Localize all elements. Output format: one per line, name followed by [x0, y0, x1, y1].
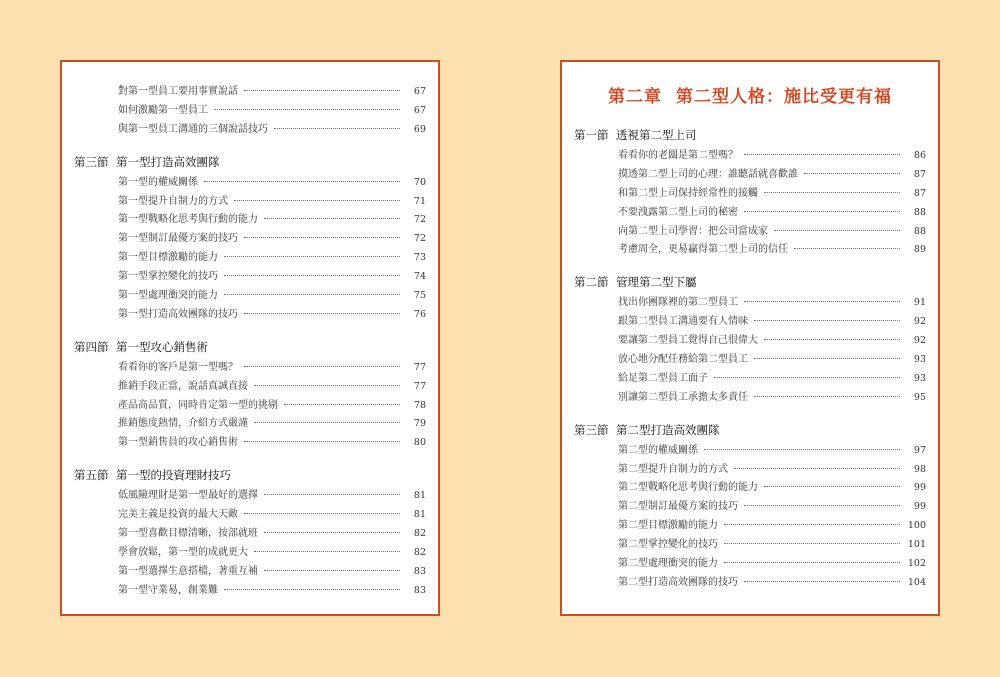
- dot-leader: [744, 154, 900, 155]
- dot-leader: [224, 294, 400, 295]
- section-heading: [74, 464, 426, 486]
- toc-entry-title: 產品高品質，同時肯定第一型的挑剔: [118, 399, 278, 411]
- dot-leader: [764, 486, 900, 487]
- toc-entry-page: 67: [413, 86, 426, 97]
- toc-entry-page: 101: [907, 539, 926, 551]
- toc-entry-title: 第一型提升自制力的方式: [118, 195, 228, 207]
- section-number: 第一節: [574, 128, 609, 142]
- toc-entry-title: 第一型守業易，創業難: [118, 584, 218, 596]
- toc-section: [74, 464, 426, 599]
- toc-entry-page: 80: [413, 437, 426, 449]
- toc-entry-title: 第一型戰略化思考與行動的能力: [118, 214, 258, 226]
- toc-entry-page: 100: [907, 520, 926, 532]
- toc-entry: [574, 293, 926, 312]
- toc-entry-title: 和第二型上司保持經常性的接觸: [618, 187, 758, 199]
- section-heading: [574, 271, 926, 293]
- toc-entry: [74, 82, 426, 101]
- toc-entry: [74, 543, 426, 562]
- section-number: 第五節: [74, 468, 109, 483]
- toc-entry-title: 放心地分配任務給第二型員工: [618, 354, 748, 366]
- dot-leader: [244, 513, 400, 514]
- toc-entry-title: 推銷態度熱情，介紹方式嚴謹: [118, 418, 248, 430]
- dot-leader: [254, 551, 400, 552]
- toc-left-content: [74, 82, 426, 612]
- toc-page-right: [560, 60, 940, 616]
- dot-leader: [264, 532, 400, 533]
- toc-entry-page: 86: [913, 150, 926, 161]
- dot-leader: [744, 581, 900, 582]
- toc-entry-page: 74: [413, 271, 426, 283]
- toc-entry: [574, 388, 926, 407]
- toc-entry: [74, 229, 426, 248]
- toc-entry-page: 87: [913, 187, 926, 199]
- dot-leader: [244, 441, 400, 442]
- toc-entry-page: 67: [413, 104, 426, 116]
- dot-leader: [244, 366, 400, 367]
- dot-leader: [284, 404, 400, 405]
- toc-entry: [574, 441, 926, 460]
- toc-entry-title: 給足第二型員工面子: [618, 372, 708, 384]
- toc-section: [574, 271, 926, 406]
- toc-entry-title: 第二型目標激勵的能力: [618, 520, 718, 532]
- toc-entry-title: 與第一型員工溝通的三個說話技巧: [118, 123, 268, 135]
- dot-leader: [754, 358, 900, 359]
- toc-entry-page: 92: [913, 335, 926, 347]
- toc-entry-title: 第一型銷售員的攻心銷售術: [118, 437, 238, 449]
- toc-entry: [574, 184, 926, 203]
- dot-leader: [794, 248, 900, 249]
- continued-entries: [74, 82, 426, 139]
- toc-entry-page: 102: [907, 558, 926, 570]
- toc-entry-page: 71: [413, 195, 426, 207]
- toc-entry: [74, 524, 426, 543]
- dot-leader: [764, 339, 900, 340]
- toc-entry-page: 98: [913, 463, 926, 475]
- toc-entry-page: 87: [913, 168, 926, 180]
- toc-entry-title: 如何激勵第一型員工: [118, 104, 208, 116]
- dot-leader: [714, 377, 900, 378]
- toc-section: [574, 419, 926, 592]
- section-title: 第一型打造高效團隊: [116, 154, 220, 169]
- toc-entry: [74, 101, 426, 120]
- toc-entry-title: 第二型掌控變化的技巧: [618, 539, 718, 551]
- toc-entry-page: 99: [913, 501, 926, 513]
- chapter-number: 第二章: [608, 87, 662, 107]
- section-title: 管理第二型下屬: [616, 275, 697, 290]
- dot-leader: [214, 109, 400, 110]
- toc-entry-page: 76: [413, 308, 426, 320]
- dot-leader: [804, 173, 900, 174]
- toc-entry: [74, 581, 426, 600]
- dot-leader: [724, 543, 900, 544]
- toc-entry-page: 83: [413, 565, 426, 577]
- toc-entry-title: 第二型的權威關係: [618, 444, 698, 456]
- dot-leader: [244, 237, 400, 238]
- dot-leader: [274, 128, 400, 129]
- toc-entry-page: 77: [413, 380, 426, 392]
- section-title: 第二型打造高效團隊: [616, 422, 720, 437]
- toc-entry-title: 第一型喜歡目標清晰，按部就班: [118, 528, 258, 540]
- dot-leader: [224, 589, 400, 590]
- toc-entry: [74, 377, 426, 396]
- toc-entry-page: 95: [913, 391, 926, 403]
- toc-entry-title: 第一型的權威關係: [118, 176, 198, 188]
- toc-entry: [574, 350, 926, 369]
- dot-leader: [724, 524, 900, 525]
- dot-leader: [224, 275, 400, 276]
- toc-entry: [74, 192, 426, 211]
- dot-leader: [704, 449, 900, 450]
- dot-leader: [234, 200, 400, 201]
- dot-leader: [744, 301, 900, 302]
- toc-entry: [574, 554, 926, 573]
- toc-entry-page: 93: [913, 372, 926, 384]
- toc-entry: [74, 505, 426, 524]
- toc-entry: [574, 165, 926, 184]
- section-number: 第四節: [74, 339, 109, 354]
- toc-entry-page: 70: [413, 176, 426, 188]
- toc-entry-page: 72: [413, 214, 426, 226]
- toc-entry: [574, 203, 926, 222]
- toc-entry-page: 72: [413, 233, 426, 245]
- toc-entry: [574, 535, 926, 554]
- toc-entry-title: 完美主義是投資的最大天敵: [118, 509, 238, 521]
- section-title: 第一型的投資理財技巧: [116, 468, 231, 483]
- toc-entry: [74, 486, 426, 505]
- toc-entry-page: 89: [913, 244, 926, 256]
- toc-entry: [574, 369, 926, 388]
- toc-right-content: [574, 84, 926, 604]
- toc-page-left: [60, 60, 440, 616]
- toc-entry: [574, 146, 926, 165]
- section-heading: [574, 419, 926, 441]
- toc-entry: [574, 240, 926, 259]
- dot-leader: [764, 192, 900, 193]
- toc-entry-title: 摸透第二型上司的心理：誰聽話就喜歡誰: [618, 168, 798, 180]
- dot-leader: [744, 505, 900, 506]
- toc-entry-page: 77: [413, 361, 426, 373]
- section-number: 第三節: [74, 154, 109, 169]
- toc-entry-title: 第二型提升自制力的方式: [618, 463, 728, 475]
- dot-leader: [254, 385, 400, 386]
- dot-leader: [264, 494, 400, 495]
- toc-entry: [74, 210, 426, 229]
- dot-leader: [254, 422, 400, 423]
- dot-leader: [754, 320, 900, 321]
- toc-entry-page: 82: [413, 546, 426, 558]
- toc-entry-title: 不要洩露第二型上司的秘密: [618, 206, 738, 218]
- toc-entry-title: 考慮周全，更易贏得第二型上司的信任: [618, 244, 788, 256]
- chapter-name: 第二型人格：施比受更有福: [676, 87, 892, 107]
- toc-entry-page: 104: [907, 576, 926, 588]
- toc-entry-title: 看看你的客戶是第一型嗎？: [118, 361, 238, 373]
- toc-entry-title: 推銷手段正當，說話真誠直接: [118, 380, 248, 392]
- toc-entry-title: 第一型打造高效團隊的技巧: [118, 308, 238, 320]
- toc-entry-title: 學會放鬆，第一型的成就更大: [118, 546, 248, 558]
- toc-entry-title: 對第一型員工要用事實說話: [118, 86, 238, 97]
- toc-entry: [574, 516, 926, 535]
- toc-entry-title: 第一型掌控變化的技巧: [118, 271, 218, 283]
- toc-entry: [74, 286, 426, 305]
- toc-entry-title: 低風險理財是第一型最好的選擇: [118, 490, 258, 502]
- toc-entry-page: 92: [913, 316, 926, 328]
- toc-entry-title: 第一型處理衝突的能力: [118, 290, 218, 302]
- dot-leader: [244, 313, 400, 314]
- dot-leader: [264, 218, 400, 219]
- toc-entry-title: 向第二型上司學習：把公司當成家: [618, 225, 768, 237]
- toc-entry: [574, 312, 926, 331]
- dot-leader: [204, 181, 400, 182]
- toc-entry-page: 88: [913, 206, 926, 218]
- toc-entry-title: 別讓第二型員工承擔太多責任: [618, 391, 748, 403]
- toc-entry-title: 第二型打造高效團隊的技巧: [618, 576, 738, 588]
- toc-entry-title: 第二型戰略化思考與行動的能力: [618, 482, 758, 494]
- toc-entry: [574, 331, 926, 350]
- toc-entry-page: 93: [913, 354, 926, 366]
- toc-entry: [74, 562, 426, 581]
- dot-leader: [724, 562, 900, 563]
- toc-entry: [74, 396, 426, 415]
- toc-entry: [574, 478, 926, 497]
- dot-leader: [264, 570, 400, 571]
- toc-entry-title: 找出你團隊裡的第二型員工: [618, 297, 738, 309]
- toc-entry-page: 99: [913, 482, 926, 494]
- toc-section: [74, 336, 426, 452]
- toc-entry-page: 75: [413, 290, 426, 302]
- toc-entry: [74, 414, 426, 433]
- toc-entry: [74, 358, 426, 377]
- toc-entry-title: 跟第二型員工溝通要有人情味: [618, 316, 748, 328]
- toc-entry-title: 第二型處理衝突的能力: [618, 558, 718, 570]
- toc-entry-title: 第二型制訂最優方案的技巧: [618, 501, 738, 513]
- toc-entry-page: 73: [413, 252, 426, 264]
- toc-entry-page: 79: [413, 418, 426, 430]
- dot-leader: [734, 468, 900, 469]
- toc-entry-page: 83: [413, 584, 426, 596]
- toc-entry-page: 91: [913, 297, 926, 309]
- chapter-title: [574, 84, 926, 110]
- dot-leader: [754, 396, 900, 397]
- toc-entry-title: 看看你的老闆是第二型嗎？: [618, 150, 738, 161]
- section-number: 第二節: [574, 275, 609, 290]
- section-title: 第一型攻心銷售術: [116, 339, 208, 354]
- dot-leader: [774, 230, 900, 231]
- toc-entry: [74, 267, 426, 286]
- toc-entry: [74, 305, 426, 324]
- toc-entry-page: 78: [413, 399, 426, 411]
- toc-entry-page: 97: [913, 444, 926, 456]
- toc-entry: [74, 120, 426, 139]
- dot-leader: [744, 211, 900, 212]
- toc-entry: [574, 222, 926, 241]
- toc-entry: [574, 497, 926, 516]
- toc-entry-page: 81: [413, 490, 426, 502]
- toc-entry-title: 第一型選擇生意搭檔，著重互補: [118, 565, 258, 577]
- toc-entry: [74, 173, 426, 192]
- section-heading: [574, 124, 926, 146]
- toc-entry-page: 82: [413, 528, 426, 540]
- toc-entry: [574, 460, 926, 479]
- dot-leader: [244, 90, 400, 91]
- toc-entry-page: 69: [413, 123, 426, 135]
- toc-entry: [74, 433, 426, 452]
- toc-entry-page: 81: [413, 509, 426, 521]
- section-heading: [74, 336, 426, 358]
- toc-entry-page: 88: [913, 225, 926, 237]
- toc-section: [574, 124, 926, 259]
- toc-entry-title: 第一型目標激勵的能力: [118, 252, 218, 264]
- dot-leader: [224, 256, 400, 257]
- toc-section: [74, 151, 426, 324]
- section-title: 透視第二型上司: [616, 128, 697, 142]
- section-number: 第三節: [574, 422, 609, 437]
- toc-entry-title: 要讓第二型員工覺得自己很偉大: [618, 335, 758, 347]
- toc-entry-title: 第一型制訂最優方案的技巧: [118, 233, 238, 245]
- toc-entry: [74, 248, 426, 267]
- toc-entry: [574, 573, 926, 592]
- section-heading: [74, 151, 426, 173]
